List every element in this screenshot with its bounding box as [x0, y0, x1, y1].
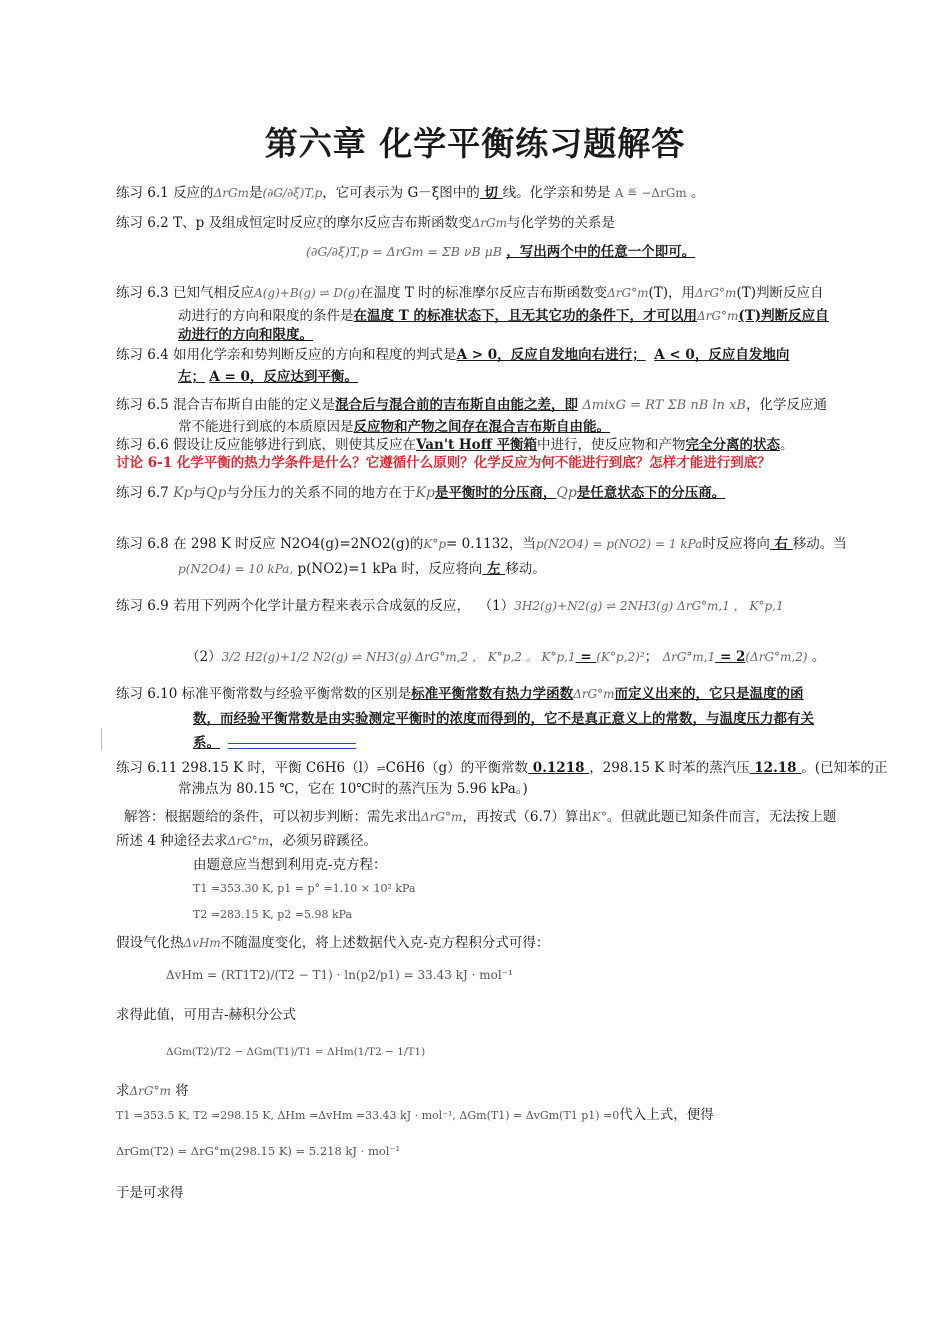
solution-line1: 解答：根据题给的条件，可以初步判断：需先求出ΔrG°m，再按式（6.7）算出K°。但就此题已知条件而言，无法按上题 [124, 809, 837, 825]
answer: 完全分离的状态 [685, 437, 780, 453]
divider [228, 743, 356, 749]
formula: ΔmixG = RT ΣB nB ln xB [582, 398, 746, 413]
exercise-6-10: 练习 6.10 标准平衡常数与经验平衡常数的区别是标准平衡常数有热力学函数ΔrG°m而定义出来的，它只是温度的函 [116, 686, 804, 702]
answer: 混合后与混合前的吉布斯自由能之差，即 [335, 397, 579, 413]
solution-line8: 于是可求得 [116, 1185, 184, 1201]
answer: 数，而经验平衡常数是由实验测定平衡时的浓度而得到的，它不是真正意义上的常数，与温度压力都有关 [193, 711, 814, 727]
exercise-6-10-line3 [193, 734, 220, 752]
solution-line5: 求得此值，可用吉-赫积分公式 [116, 1007, 297, 1023]
exercise-6-9-line2: （2）3/2 H2(g)+1/2 N2(g) ⇌ NH3(g) ΔrG°m,2 ， K°p,2 。 K°p,1 = (K°p,2)²； ΔrG°m,1 = 2(ΔrG°m,2) 。 [186, 649, 826, 665]
exercise-6-10-line2 [193, 710, 814, 728]
exercise-label: 练习 6.7 [116, 485, 169, 501]
exercise-6-5: 练习 6.5 混合吉布斯自由能的定义是混合后与混合前的吉布斯自由能之差，即 ΔmixG = RT ΣB nB ln xB，化学反应通 [116, 397, 827, 413]
exercise-label: 练习 6.2 [116, 215, 169, 231]
answer: A = 0，反应达到平衡。 [209, 369, 358, 385]
exercise-label: 练习 6.5 [116, 397, 169, 413]
exercise-6-7: 练习 6.7 Kp与Qp与分压力的关系不同的地方在于Kp是平衡时的分压商，Qp是任意状态下的分压商。 [116, 485, 726, 501]
answer: ，写出两个中的任意一个即可。 [506, 244, 696, 260]
exercise-6-3: 练习 6.3 已知气相反应A(g)+B(g) ⇌ D(g)在温度 T 时的标准摩尔反应吉布斯函数变ΔrG°m(T)，用ΔrG°m(T)判断反应自 [116, 285, 824, 301]
answer: 是平衡时的分压商， [434, 485, 557, 501]
exercise-6-9: 练习 6.9 若用下列两个化学计量方程来表示合成氨的反应， （1）3H2(g)+N2(g) ⇌ 2NH3(g) ΔrG°m,1 ， K°p,1 [116, 598, 784, 614]
exercise-label: 练习 6.6 [116, 437, 169, 453]
exercise-6-3-line2: 动进行的方向和限度的条件是在温度 T 的标准状态下，且无其它功的条件下，才可以用ΔrG°m(T)判断反应自 [178, 308, 829, 324]
exercise-6-11: 练习 6.11 298.15 K 时，平衡 C6H6（l）⇌C6H6（g）的平衡常数 0.1218 ，298.15 K 时苯的蒸汽压 12.18 。(已知苯的正 [116, 760, 888, 776]
exercise-6-3-line3 [178, 326, 313, 344]
equation-t2-p2: T2 =283.15 K, p2 =5.98 kPa [193, 908, 353, 921]
solution-line4: 假设气化热ΔvHm不随温度变化，将上述数据代入克-克方程积分式可得： [116, 935, 550, 951]
exercise-6-5-line2: 常不能进行到底的本质原因是反应物和产物之间存在混合吉布斯自由能。 [178, 419, 610, 435]
answer: 切 [479, 185, 503, 201]
exercise-6-4-line2 [178, 368, 358, 386]
exercise-label: 练习 6.10 [116, 686, 178, 702]
formula: (∂G/∂ξ)T,p [262, 186, 323, 200]
answer: 是任意状态下的分压商。 [576, 485, 726, 501]
answer: 0.1218 [528, 760, 590, 776]
answer: 右 [769, 536, 793, 552]
text-cursor [101, 728, 102, 750]
equation-gibbs-helmholtz: ΔGm(T2)/T2 − ΔGm(T1)/T1 = ΔHm(1/T2 − 1/T1) [166, 1046, 426, 1058]
page-title: 第六章 化学平衡练习题解答 [264, 124, 686, 163]
equation-clausius-clapeyron: ΔvHm = (RT1T2)/(T2 − T1) · ln(p2/p1) = 33.43 kJ · mol⁻¹ [166, 968, 513, 982]
answer: A < 0，反应自发地向 [654, 347, 790, 363]
exercise-label: 练习 6.3 [116, 285, 169, 301]
answer: = 2 [715, 649, 746, 665]
formula: ΔrGm [213, 186, 249, 200]
exercise-6-1: 练习 6.1 反应的ΔrGm是(∂G/∂ξ)T,p，它可表示为 G－ξ图中的 切 线。化学亲和势是 A ≝ −ΔrGm 。 [116, 185, 705, 201]
solution-line6: 求ΔrG°m 将 [116, 1083, 189, 1099]
equation-substitution: T1 =353.5 K, T2 =298.15 K, ΔHm =ΔvHm =33.43 kJ · mol⁻¹, ΔGm(T1) = ΔvGm(T1 p1) =0 [116, 1109, 620, 1122]
answer: 左 [482, 561, 506, 577]
formula: (∂G/∂ξ)T,p = ΔrGm = ΣB νB μB [306, 244, 502, 259]
exercise-label: 练习 6.9 [116, 598, 169, 614]
exercise-6-2: 练习 6.2 T、p 及组成恒定时反应ξ的摩尔反应吉布斯函数变ΔrGm与化学势的关系是 [116, 215, 615, 231]
exercise-label: 练习 6.11 [116, 760, 178, 776]
answer: 标准平衡常数有热力学函数 [411, 686, 574, 702]
answer: 系。 [193, 735, 220, 751]
exercise-6-11-line2: 常沸点为 80.15 ℃，它在 10℃时的蒸汽压为 5.96 kPa。) [178, 781, 528, 797]
exercise-label: 练习 6.8 [116, 536, 169, 552]
solution-line3: 由题意应当想到利用克-克方程： [193, 857, 387, 873]
exercise-6-8-line2: p(N2O4) = 10 kPa, p(NO2)=1 kPa 时，反应将向 左 移动。 [178, 561, 546, 577]
answer: 而定义出来的，它只是温度的函 [614, 686, 804, 702]
exercise-label: 练习 6.1 [116, 185, 169, 201]
answer: = [575, 649, 597, 665]
answer: 左； [178, 369, 205, 385]
equation-t1-p1: T1 =353.30 K, p1 = p° =1.10 × 10² kPa [193, 882, 416, 895]
answer: 动进行的方向和限度。 [178, 327, 313, 343]
answer: 12.18 [749, 760, 802, 776]
answer: A > 0，反应自发地向右进行； [456, 347, 646, 363]
exercise-6-2-equation [306, 243, 695, 261]
equation-result: ΔrGm(T2) = ΔrG°m(298.15 K) = 5.218 kJ · mol⁻¹ [116, 1144, 401, 1158]
answer: 反应物和产物之间存在混合吉布斯自由能。 [353, 419, 610, 435]
answer: Van't Hoff 平衡箱 [416, 437, 537, 453]
answer: (T)判断反应自 [738, 308, 829, 324]
exercise-label: 练习 6.4 [116, 347, 169, 363]
solution-line2: 所述 4 种途径去求ΔrG°m，必须另辟蹊径。 [116, 833, 378, 849]
exercise-6-4: 练习 6.4 如用化学亲和势判断反应的方向和程度的判式是A > 0，反应自发地向右进行； A < 0，反应自发地向 [116, 347, 790, 363]
exercise-6-6: 练习 6.6 假设让反应能够进行到底，则使其反应在Van't Hoff 平衡箱中进行，使反应物和产物完全分离的状态。 [116, 437, 794, 453]
formula: A ≝ −ΔrGm [614, 186, 687, 200]
solution-line7: T1 =353.5 K, T2 =298.15 K, ΔHm =ΔvHm =33.43 kJ · mol⁻¹, ΔGm(T1) = ΔvGm(T1 p1) =0代入上式，便得 [116, 1107, 714, 1123]
answer: 在温度 T 的标准状态下，且无其它功的条件下，才可以用 [353, 308, 697, 324]
exercise-6-8: 练习 6.8 在 298 K 时反应 N2O4(g)=2NO2(g)的K°p= 0.1132，当p(N2O4) = p(NO2) = 1 kPa时反应将向 右 移动。当 [116, 536, 847, 552]
discussion-6-1: 讨论 6-1 化学平衡的热力学条件是什么？它遵循什么原则？化学反应为何不能进行到底？怎样才能进行到底？ [116, 455, 771, 471]
